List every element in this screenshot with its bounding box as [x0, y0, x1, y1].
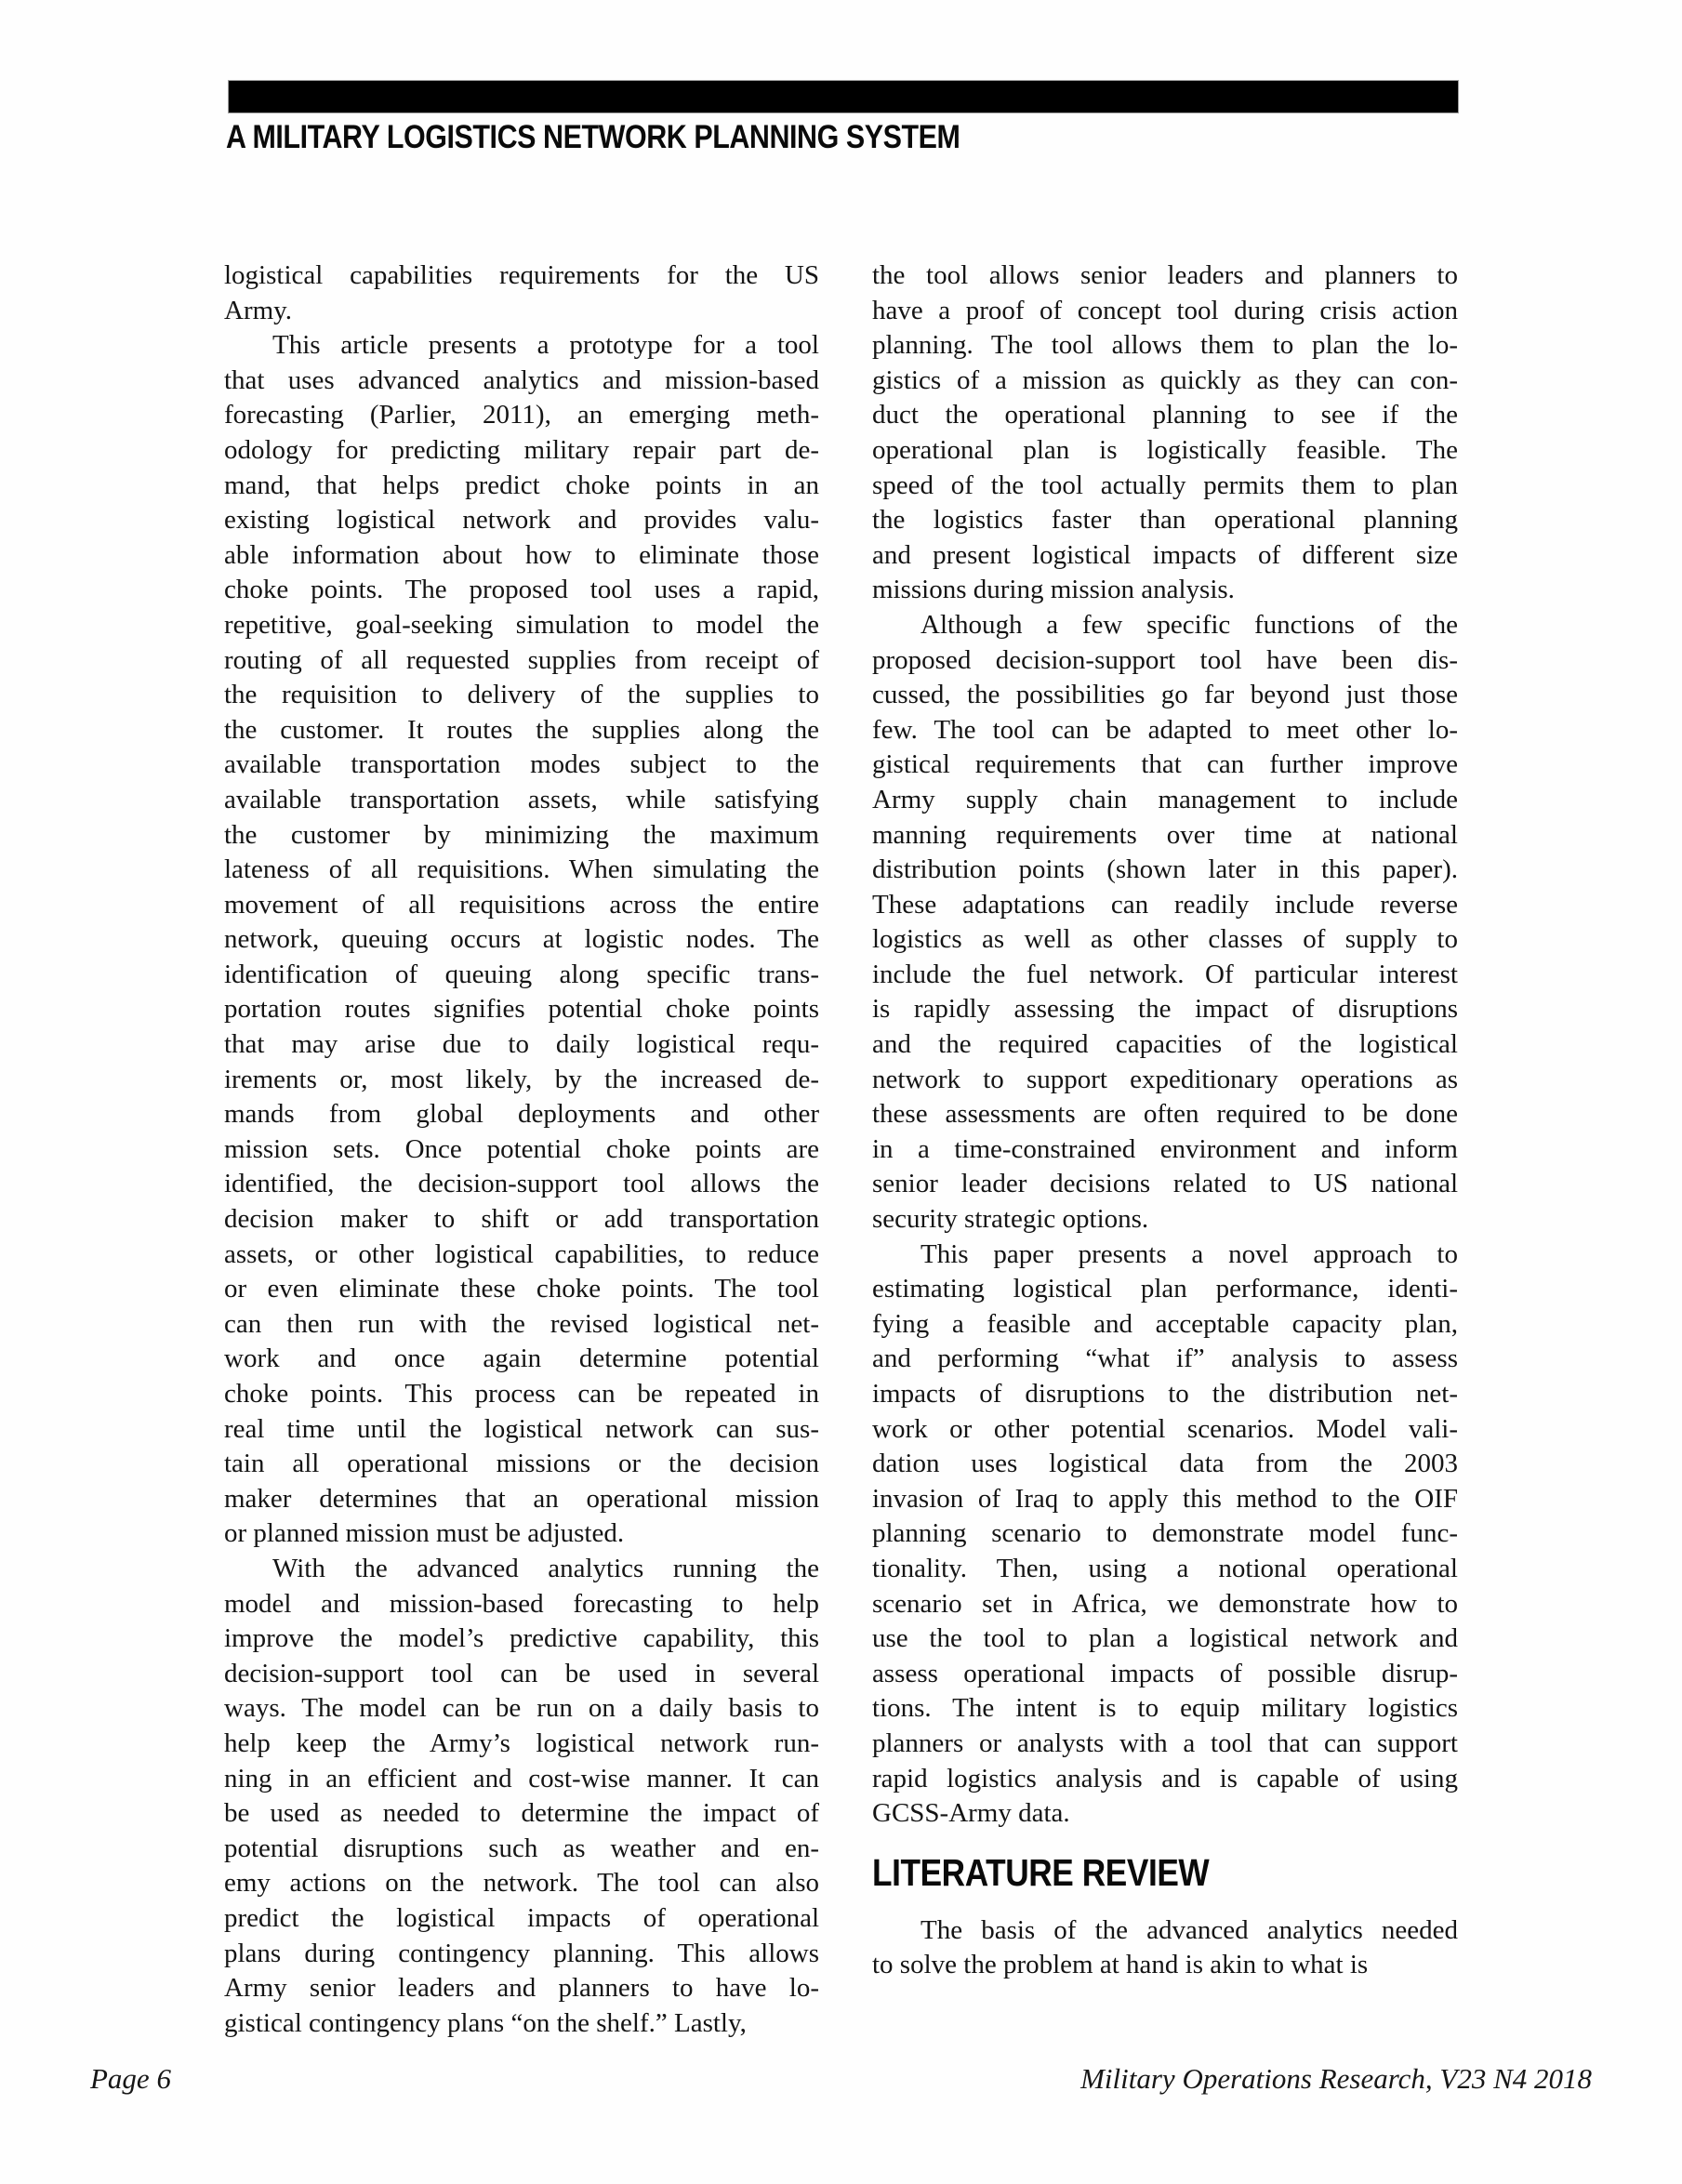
text-line: able information about how to eliminate those: [224, 539, 819, 570]
text-line: the requisition to delivery of the supplies to: [224, 680, 819, 710]
text-line: and performing “what if” analysis to assess: [872, 1343, 1458, 1374]
text-line: be used as needed to determine the impact of: [224, 1798, 819, 1829]
text-line: impacts of disruptions to the distribution net-: [872, 1379, 1458, 1409]
text-line: choke points. The proposed tool uses a rapid,: [224, 575, 819, 605]
text-line: emy actions on the network. The tool can also: [224, 1868, 819, 1899]
text-line: or even eliminate these choke points. The tool: [224, 1274, 819, 1304]
text-line: planners or analysts with a tool that can support: [872, 1727, 1458, 1758]
text-line: lateness of all requisitions. When simulating the: [224, 854, 819, 885]
text-line: gistical contingency plans “on the shelf.” Lastly,: [224, 2007, 747, 2038]
text-line: plans during contingency planning. This allows: [224, 1938, 819, 1968]
text-line: estimating logistical plan performance, identi-: [872, 1274, 1458, 1304]
text-line: work or other potential scenarios. Model vali-: [872, 1413, 1458, 1444]
article-body: [224, 258, 1458, 2041]
text-line: dation uses logistical data from the 2003: [872, 1449, 1458, 1479]
text-line: the customer by minimizing the maximum: [224, 819, 819, 850]
text-line: security strategic options.: [872, 1204, 1149, 1235]
text-line: manning requirements over time at national: [872, 819, 1458, 850]
text-line: proposed decision-support tool have been dis-: [872, 644, 1458, 675]
text-line: operational plan is logistically feasible. The: [872, 434, 1458, 465]
text-line: help keep the Army’s logistical network run-: [224, 1727, 819, 1758]
section-heading: LITERATURE REVIEW: [872, 1850, 1210, 1894]
text-line: ning in an efficient and cost-wise manner. It can: [224, 1763, 819, 1794]
paragraph: [224, 258, 819, 328]
text-line: senior leader decisions related to US national: [872, 1169, 1458, 1199]
text-line: the tool allows senior leaders and planners to: [872, 260, 1458, 290]
text-line: model and mission-based forecasting to help: [224, 1588, 819, 1619]
right-column: [872, 258, 1458, 2041]
text-line: logistical capabilities requirements for the US: [224, 260, 819, 290]
text-line: gistical requirements that can further improve: [872, 749, 1458, 780]
text-line: Army senior leaders and planners to have lo-: [224, 1973, 819, 2004]
text-line: that may arise due to daily logistical requ-: [224, 1029, 819, 1060]
text-line: improve the model’s predictive capability, this: [224, 1623, 819, 1654]
text-line: These adaptations can readily include reverse: [872, 889, 1458, 920]
text-line: invasion of Iraq to apply this method to the OIF: [872, 1483, 1458, 1514]
text-line: available transportation assets, while satisfying: [224, 784, 819, 814]
text-line: fying a feasible and acceptable capacity plan,: [872, 1308, 1458, 1339]
text-line: available transportation modes subject to the: [224, 749, 819, 780]
text-line: predict the logistical impacts of operational: [224, 1902, 819, 1933]
text-line: existing logistical network and provides valu-: [224, 505, 819, 536]
text-line: network to support expeditionary operations as: [872, 1064, 1458, 1094]
text-line: routing of all requested supplies from receipt of: [224, 644, 819, 675]
text-line: is rapidly assessing the impact of disruptions: [872, 994, 1458, 1025]
paragraph: [224, 1552, 819, 2041]
text-line: gistics of a mission as quickly as they can con-: [872, 364, 1458, 395]
text-line: that uses advanced analytics and mission-based: [224, 364, 819, 395]
text-line: assets, or other logistical capabilities, to reduce: [224, 1238, 819, 1269]
text-line: tain all operational missions or the decision: [224, 1449, 819, 1479]
text-line: identified, the decision-support tool allows the: [224, 1169, 819, 1199]
text-line: identification of queuing along specific trans-: [224, 959, 819, 989]
footer-page-number: Page 6: [90, 2062, 171, 2095]
text-line: decision maker to shift or add transportation: [224, 1204, 819, 1235]
text-line: irements or, most likely, by the increased de-: [224, 1064, 819, 1094]
paragraph: [224, 328, 819, 1552]
header-rule-bar: [228, 80, 1459, 113]
text-line: have a proof of concept tool during crisis action: [872, 295, 1458, 325]
text-line: ways. The model can be run on a daily basis to: [224, 1693, 819, 1724]
text-line: to solve the problem at hand is akin to what is: [872, 1950, 1369, 1980]
text-line: in a time-constrained environment and inform: [872, 1133, 1458, 1164]
text-line: the customer. It routes the supplies along the: [224, 714, 819, 745]
text-line: movement of all requisitions across the entire: [224, 889, 819, 920]
text-line: real time until the logistical network can sus-: [224, 1413, 819, 1444]
left-column: [224, 258, 819, 2041]
text-line: odology for predicting military repair part de-: [224, 434, 819, 465]
text-line: Army.: [224, 295, 293, 325]
text-line: duct the operational planning to see if the: [872, 400, 1458, 430]
paragraph: [872, 608, 1458, 1238]
text-line: forecasting (Parlier, 2011), an emerging meth-: [224, 400, 819, 430]
text-line: planning. The tool allows them to plan the lo-: [872, 330, 1458, 361]
text-line: these assessments are often required to be done: [872, 1099, 1458, 1130]
text-line: speed of the tool actually permits them to plan: [872, 470, 1458, 500]
text-line: few. The tool can be adapted to meet other lo-: [872, 714, 1458, 745]
paragraph: [872, 1913, 1458, 1983]
text-line: choke points. This process can be repeated in: [224, 1379, 819, 1409]
text-line: scenario set in Africa, we demonstrate how to: [872, 1588, 1458, 1619]
text-line: maker determines that an operational mission: [224, 1483, 819, 1514]
text-line: network, queuing occurs at logistic nodes. The: [224, 924, 819, 955]
text-line: mission sets. Once potential choke points are: [224, 1133, 819, 1164]
text-line: distribution points (shown later in this paper).: [872, 854, 1458, 885]
running-title: A MILITARY LOGISTICS NETWORK PLANNING SYSTEM: [226, 119, 960, 155]
text-line: repetitive, goal-seeking simulation to model the: [224, 609, 819, 640]
text-line: logistics as well as other classes of supply to: [872, 924, 1458, 955]
text-line: potential disruptions such as weather and en-: [224, 1833, 819, 1863]
text-line: assess operational impacts of possible disrup-: [872, 1658, 1458, 1688]
text-line: mands from global deployments and other: [224, 1099, 819, 1130]
text-line: decision-support tool can be used in several: [224, 1658, 819, 1688]
text-line: GCSS-Army data.: [872, 1798, 1070, 1829]
paragraph: [872, 1238, 1458, 1832]
text-line: mand, that helps predict choke points in an: [224, 470, 819, 500]
text-line: tionality. Then, using a notional operational: [872, 1553, 1458, 1583]
text-line: missions during mission analysis.: [872, 575, 1235, 605]
text-line: and present logistical impacts of different size: [872, 539, 1458, 570]
text-line: work and once again determine potential: [224, 1343, 819, 1374]
text-line: use the tool to plan a logistical network and: [872, 1623, 1458, 1654]
text-line: rapid logistics analysis and is capable of using: [872, 1763, 1458, 1794]
text-line: planning scenario to demonstrate model func-: [872, 1518, 1458, 1549]
text-line: the logistics faster than operational planning: [872, 505, 1458, 536]
text-line: The basis of the advanced analytics needed: [920, 1914, 1458, 1945]
text-line: can then run with the revised logistical net-: [224, 1308, 819, 1339]
text-line: portation routes signifies potential choke points: [224, 994, 819, 1025]
text-line: Army supply chain management to include: [872, 784, 1458, 814]
paragraph: [872, 258, 1458, 608]
text-line: include the fuel network. Of particular interest: [872, 959, 1458, 989]
text-line: Although a few specific functions of the: [920, 609, 1458, 640]
footer-journal-citation: Military Operations Research, V23 N4 2018: [1080, 2062, 1592, 2095]
text-line: and the required capacities of the logistical: [872, 1029, 1458, 1060]
text-line: or planned mission must be adjusted.: [224, 1518, 625, 1549]
text-line: cussed, the possibilities go far beyond just those: [872, 680, 1458, 710]
text-line: tions. The intent is to equip military logistics: [872, 1693, 1458, 1724]
text-line: This paper presents a novel approach to: [920, 1238, 1458, 1269]
text-line: This article presents a prototype for a tool: [272, 330, 819, 361]
text-line: With the advanced analytics running the: [272, 1553, 819, 1583]
